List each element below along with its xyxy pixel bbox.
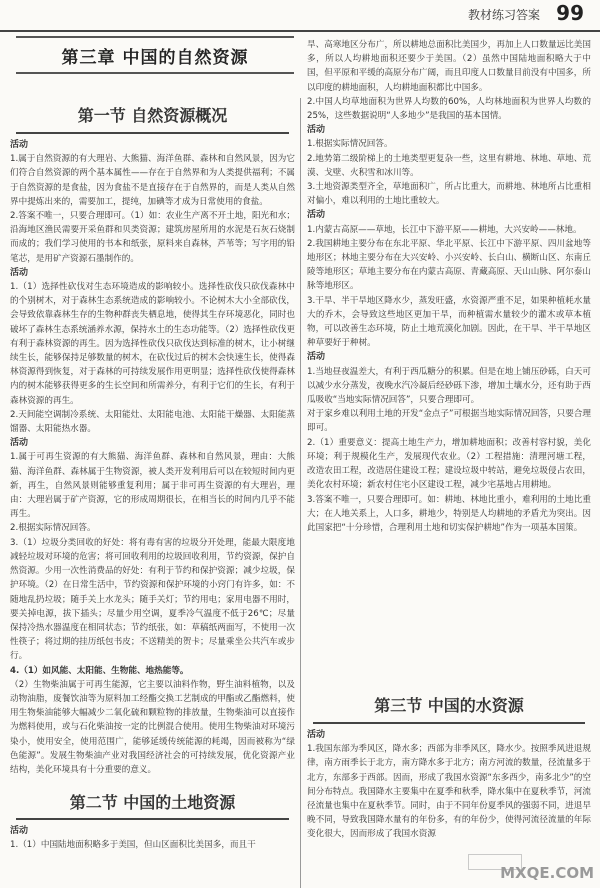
left-column-bottom xyxy=(10,788,295,888)
header-rule xyxy=(0,30,600,32)
left-column xyxy=(10,100,295,888)
activity-label: 活动 xyxy=(10,826,29,836)
answer-paragraph: 2.天间能空调制冷系统、太阳能灶、太阳能电池、太阳能干燥器、太阳能蒸馏器、太阳能热水器。 xyxy=(10,409,295,435)
activity-label: 活动 xyxy=(307,730,326,740)
answer-paragraph: 1.（1）中国陆地面积略多于美国，但山区面积比美国多，而且干 xyxy=(10,840,256,851)
activity-label: 活动 xyxy=(307,352,326,363)
activity-label: 活动 xyxy=(307,125,326,136)
chapter-title: 第三章 中国的自然资源 xyxy=(16,36,294,74)
answer-paragraph: 3.答案不唯一，只要合理即可。如：耕地、林地比重小，难利用的土地比重大；在人地关系上，人口多，耕地少，特别是人均耕地的矛盾尤为突出。因此国家把“十分珍惜，合理利用土地和切实保护耕地”作为一项基本国策。 xyxy=(307,494,591,533)
answer-paragraph: 2.中国人均草地面积为世界人均数的60%，人均林地面积为世界人均数的25%，这些数据说明“人多地少”是我国的基本国情。 xyxy=(307,96,591,122)
answer-paragraph: 1.根据实际情况回答。 xyxy=(307,139,393,150)
answer-paragraph: （2）生物柴油属于可再生能源，它主要以油料作物，野生油料植物，以及动物油脂，废餐饮油等为原料加工经酯交换工艺制成的甲酯或乙酯燃料，使用生物柴油能够大幅减少二氧化硫和颗粒物的排放量，生物柴油可以直接作为燃料使用，或与石化柴油按一定的比例混合使用。使用生物柴油对环境污染小，使用安全，使用范围广，能够延缓传统能源的耗竭，因而被称为“绿色能源”。发展生物柴油产业对我国经济社会的可持续发展，优化资源产业结构，美化环境具有十分重要的意义。 xyxy=(10,679,295,775)
answer-paragraph: 1.内蒙古高原——草地，长江中下游平原——耕地，大兴安岭——林地。 xyxy=(307,224,582,235)
section-3-title: 第三节 中国的水资源 xyxy=(313,690,585,724)
answer-paragraph: 2.答案不唯一，只要合理即可。（1）如：农业生产离不开土地，阳光和水；沿海地区渔民需要开采鱼群和贝类资源；建筑房屋所用的水泥是石灰石烧制而成的；我们学习使用的书本和纸张，原料来自森林，芦苇等；写字用的铅笔芯，是用矿产资源石墨制作的。 xyxy=(10,211,295,264)
answer-paragraph: 3.（1）垃圾分类回收的好处：将有毒有害的垃圾分开处理，能最大限度地减轻垃圾对环境的危害；将可回收利用的垃圾回收利用，节约资源，保护自然资源。少用一次性消费品的好处：有利于节约和保护资源；减少垃圾，保护环境。（2）在日常生活中，节约资源和保护环境的小窍门有许多，如：不随地乱扔垃圾；随手关上水龙头；随手关灯；节约用电；家用电器不用时，要关掉电源，拔下插头；尽量少用空调，夏季冷气温度不低于26℃；尽量保持冷热水器温度在相同状态；节约纸张，如：草稿纸两面写，不使用一次性筷子；将过期的挂历纸包书皮；不送精美的贺卡；尽量乘坐公共汽车或步行。 xyxy=(10,537,295,662)
answer-paragraph: 3.干旱、半干旱地区降水少，蒸发旺盛，水资源严重不足，如果种植耗水量大的乔木，会导致这些地区更加干旱，而种植需水量较少的灌木或草本植物，可以改善生态环境，防止土地荒漠化加剧。因此，在干旱、半干旱地区种草要好于种树。 xyxy=(307,295,591,349)
answer-paragraph: 1.属于自然资源的有大理岩、大熊猫、海洋鱼群、森林和自然风景，因为它们符合自然资源的两个基本属性——存在于自然界和为人类提供福利；不属于自然资源的是食盐，因为食盐不是直接存在于自然界的，而是人类从自然界中提炼出来的，需要加工，提纯，加碘等才成为日常使用的食盐。 xyxy=(10,154,295,207)
section-1-title: 第一节 自然资源概况 xyxy=(16,100,289,134)
activity-label: 活动 xyxy=(10,140,29,150)
right-column-bottom xyxy=(307,690,591,888)
column-divider xyxy=(300,98,301,888)
answer-paragraph: 2.地势第二级阶梯上的土地类型更复杂一些，这里有耕地、林地、草地、荒漠、戈壁、火积雪和冰川等。 xyxy=(307,153,591,178)
answer-paragraph: 2.我国耕地主要分布在东北平原、华北平原、长江中下游平原、四川盆地等地形区；林地主要分布在大兴安岭、小兴安岭、长白山、横断山区、东南丘陵等地形区；草地主要分布在内蒙古高原、青藏高原、天山山脉、阿尔泰山脉等地形区。 xyxy=(307,238,591,292)
answer-paragraph: 3.土地资源类型齐全，草地面积广，所占比重大，而耕地、林地所占比重相对偏小，难以利用的土地比重较大。 xyxy=(307,182,591,207)
activity-label: 活动 xyxy=(10,438,29,449)
answer-paragraph: 1.我国东部为季风区，降水多；西部为非季风区，降水少。按照季风进退规律，南方雨季长于北方，南方降水多于北方；南方河流的数量，径流量多于北方，东部多于西部。因而，形成了我国水资源“东多西少，南多北少”的空间分布特点。我国降水主要集中在夏季和秋季，降水集中在夏秋季节，河流径流量也集中在夏秋季节。同时，由于不同年份夏季风的强弱不同，进退早晚不同，导致我国降水量有的年份多，有的年份少，使得河流径流量的年际变化很大，因而形成了我国水资源 xyxy=(307,744,591,840)
watermark: MXQE.COM xyxy=(500,864,594,882)
answer-paragraph: 4.（1）如风能、太阳能、生物能、地热能等。 xyxy=(10,665,189,676)
answer-paragraph: 1.属于可再生资源的有大熊猫、海洋鱼群、森林和自然风景，理由：大熊猫、海洋鱼群、森林属于生物资源，被人类开发利用后可以在较短时间内更新，再生，自然风景则能够重复利用；属于非可再生资源的有大理岩，理由：大理岩属于矿产资源，它的形成周期很长，在相当长的时间内几乎不能再生。 xyxy=(10,452,295,520)
answer-paragraph: 对于家乡难以利用土地的开发“金点子”可根据当地实际情况回答，只要合理即可。 xyxy=(307,409,591,434)
header-label: 教材练习答案 xyxy=(467,8,540,22)
answer-paragraph: 旱、高寒地区分布广，所以耕地总面积比美国少，再加上人口数量远比美国多，所以人均耕地面积还要少于美国。（2）虽然中国陆地面积略大于中国，但平原和平缓的高原分布广阔，而且印度人口数量目前没有中国多，所以印度的耕地面积，人均耕地面积都比中国多。 xyxy=(307,40,591,93)
answer-paragraph: 1.当地昼夜温差大，有利于西瓜糖分的积累。但是在地上铺压砂砾，白天可以减少水分蒸发，夜晚水汽冷凝后经砂砾下渗，增加土壤水分，还有助于西瓜吸收“当地实际情况回答”，只要合理即可。 xyxy=(307,366,591,406)
answer-paragraph: 2.根据实际情况回答。 xyxy=(10,523,96,534)
page-number: 99 xyxy=(556,1,584,25)
activity-label: 活动 xyxy=(307,210,326,221)
section-2-title: 第二节 中国的土地资源 xyxy=(16,788,289,820)
answer-paragraph: 1.（1）选择性砍伐对生态环境造成的影响较小。选择性砍伐只砍伐森林中的个别树木，对于森林生态系统造成的影响较小。不论树木大小全部砍伐，会导致依靠森林生存的生物种群丧失栖息地，使得其生存环境恶化，同时也破坏了森林生态系统涵养水源，保持水土的生态功能等。（2）选择性砍伐更有利于森林资源的再生。因为选择性砍伐只砍伐达到标准的树木，让小树继续生长，能够保持足够数量的树木，在砍伐过后的树木会快速生长，使得森林资源得到恢复，对于森林的可持续发展作用更明显；选择性砍伐使得森林内的树木能够获得更多的生长空间和所需养分，有利于它们的生长，有利于森林资源的再生。 xyxy=(10,282,295,406)
activity-label: 活动 xyxy=(10,267,29,278)
right-column xyxy=(307,38,591,690)
answer-paragraph: 2.（1）重要意义：提高土地生产力，增加耕地面积；改善村容村貌，美化环境；利于规模化生产，发展现代农业。（2）工程措施：清理河塘工程，改造农田工程，改造居住建设工程；建设垃圾中转站，避免垃圾侵占农田，美化农村环境；新农村住宅小区建设工程，减少宅基地占用耕地。 xyxy=(307,437,591,491)
